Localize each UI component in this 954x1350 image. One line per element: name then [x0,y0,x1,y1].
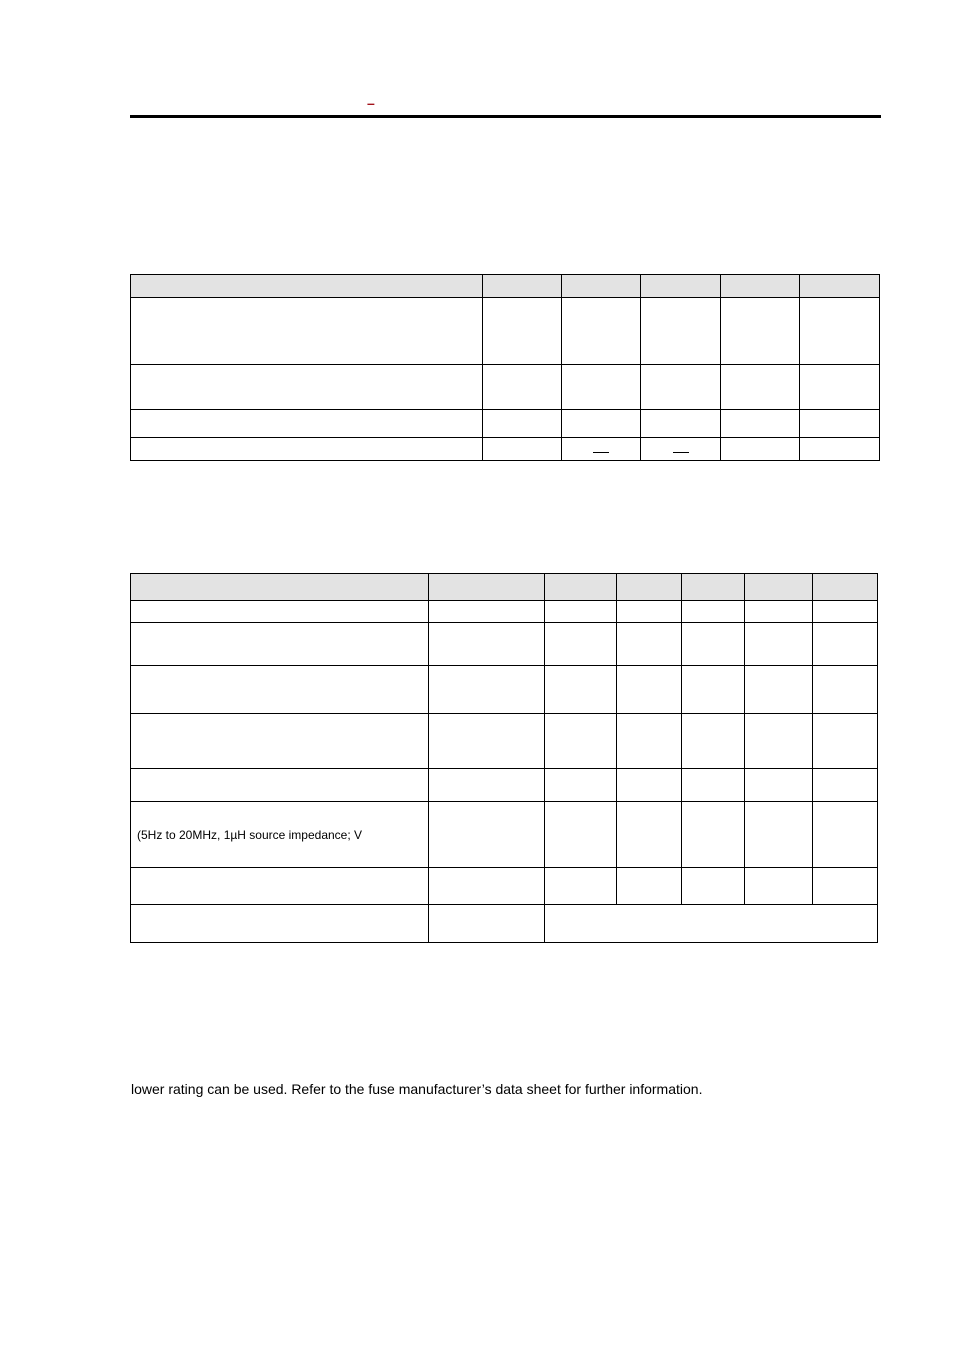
table-cell [131,601,429,623]
table-cell [721,438,800,461]
table-cell [483,298,562,365]
table-cell [483,438,562,461]
table-cell [429,868,545,905]
table-cell-surge-condition: (5Hz to 20MHz, 1µH source impedance; V [131,802,429,868]
table-row [131,298,880,365]
table-cell [429,714,545,769]
table-header-cell [641,275,721,298]
header-mark: – [367,95,375,111]
table-row [131,666,878,714]
footnote-text: lower rating can be used. Refer to the fuse manufacturer’s data sheet for further information. [131,1081,703,1097]
dash-mark [673,452,689,453]
table-header-cell [617,574,682,601]
table-cell [617,714,682,769]
table-cell [131,298,483,365]
table-cell [483,410,562,438]
table-header-cell [483,275,562,298]
table-header-cell [131,574,429,601]
table-header-cell [429,574,545,601]
table-cell [745,769,813,802]
table-cell [429,623,545,666]
table-header-cell [745,574,813,601]
table-header-cell [562,275,641,298]
table-cell [813,666,878,714]
table-cell [641,438,721,461]
table-row [131,623,878,666]
table-row [131,714,878,769]
table-row [131,905,878,943]
table-row [131,868,878,905]
table-cell [429,802,545,868]
table-row [131,601,878,623]
table-cell [617,769,682,802]
table-cell [682,714,745,769]
table-cell [745,666,813,714]
table-cell [131,623,429,666]
table-header-cell [813,574,878,601]
table-cell [800,410,880,438]
table-cell [682,802,745,868]
table-cell [745,714,813,769]
table-cell [745,868,813,905]
table-row [131,802,878,868]
table-cell [745,623,813,666]
table-cell [545,714,617,769]
table-cell [813,868,878,905]
table-cell [682,666,745,714]
table-cell [682,769,745,802]
table-cell [641,298,721,365]
table-cell [545,623,617,666]
table-cell [429,666,545,714]
table-cell [562,438,641,461]
spec-table-1 [130,274,880,461]
table-cell [813,623,878,666]
table-cell [800,365,880,410]
table-header-cell [682,574,745,601]
table-cell [813,769,878,802]
table-cell [429,905,545,943]
table-cell [682,623,745,666]
table-row [131,410,880,438]
table-header-row [131,574,878,601]
table-cell [131,714,429,769]
table-cell [545,769,617,802]
spec-table-2 [130,573,878,943]
table-cell [617,868,682,905]
table-cell [617,666,682,714]
table-row [131,365,880,410]
table-cell [545,802,617,868]
table-header-cell [721,275,800,298]
table-row [131,769,878,802]
table-cell [545,868,617,905]
table-cell [131,905,429,943]
table-cell [617,623,682,666]
table-cell [721,410,800,438]
table-cell [721,365,800,410]
table-header-cell [545,574,617,601]
table-cell [483,365,562,410]
table-cell [562,410,641,438]
table-cell [562,365,641,410]
table-cell [131,666,429,714]
table-cell [641,365,721,410]
table-cell [562,298,641,365]
table-cell [545,666,617,714]
header-rule [130,115,881,118]
table-header-cell [800,275,880,298]
table-cell [682,601,745,623]
table-cell-merged [545,905,878,943]
table-cell [617,802,682,868]
table-header-cell [131,275,483,298]
table-cell [721,298,800,365]
table-cell [131,438,483,461]
table-cell [641,410,721,438]
table-row [131,438,880,461]
table-cell [800,438,880,461]
table-cell [131,769,429,802]
table-cell [745,601,813,623]
table-cell [429,601,545,623]
table-cell [813,601,878,623]
table-cell [131,410,483,438]
table-cell [131,365,483,410]
dash-mark [593,452,609,453]
table-cell [545,601,617,623]
table-cell [682,868,745,905]
table-cell [813,714,878,769]
table-cell [617,601,682,623]
table-cell [429,769,545,802]
table-cell [800,298,880,365]
table-cell [745,802,813,868]
table-cell [131,868,429,905]
table-header-row [131,275,880,298]
table-cell [813,802,878,868]
